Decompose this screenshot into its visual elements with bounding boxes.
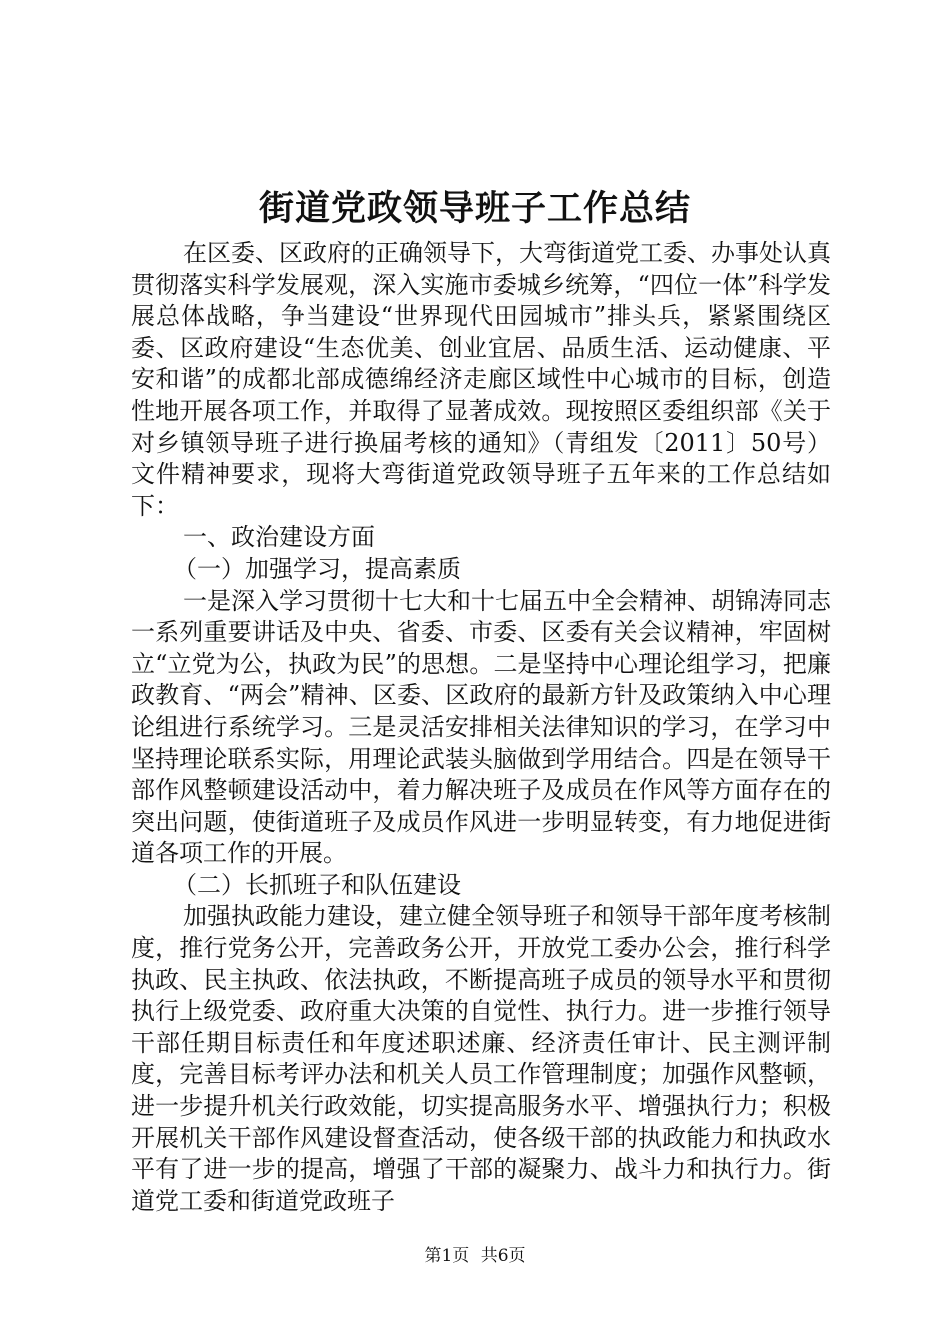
document-title: 街道党政领导班子工作总结 — [258, 188, 691, 229]
page-total: 共6页 — [480, 1246, 526, 1266]
page-footer — [0, 1244, 950, 1268]
subsection-heading-study: （一）加强学习，提高素质 — [173, 554, 461, 583]
section-heading-politics: 一、政治建设方面 — [183, 523, 375, 552]
document-body — [131, 238, 831, 1217]
intro-paragraph: 在区委、区政府的正确领导下，大弯街道党工委、办事处认真贯彻落实科学发展观，深入实施市委城乡统筹，“四位一体”科学发展总体战略，争当建设“世界现代田园城市”排头兵，紧紧围绕区委、区政府建设“生态优美、创业宜居、品质生活、运动健康、平安和谐”的成都北部成德绵经济走廊区域性中心城市的目标，创造性地开展各项工作，并取得了显著成效。现按照区委组织部《关于对乡镇领导班子进行换届考核的通知》（青组发〔2011〕50号）文件精神要求，现将大弯街道党政领导班子五年来的工作总结如下： — [131, 239, 831, 520]
team-paragraph: 加强执政能力建设，建立健全领导班子和领导干部年度考核制度，推行党务公开，完善政务公开，开放党工委办公会，推行科学执政、民主执政、依法执政，不断提高班子成员的领导水平和贯彻执行上级党委、政府重大决策的自觉性、执行力。进一步推行领导干部任期目标责任和年度述职述廉、经济责任审计、民主测评制度，完善目标考评办法和机关人员工作管理制度；加强作风整顿，进一步提升机关行政效能，切实提高服务水平、增强执行力；积极开展机关干部作风建设督查活动，使各级干部的执政能力和执政水平有了进一步的提高，增强了干部的凝聚力、战斗力和执行力。街道党工委和街道党政班子 — [131, 902, 831, 1215]
study-paragraph: 一是深入学习贯彻十七大和十七届五中全会精神、胡锦涛同志一系列重要讲话及中央、省委、市委、区委有关会议精神，牢固树立“立党为公，执政为民”的思想。二是坚持中心理论组学习，把廉政教育、“两会”精神、区委、区政府的最新方针及政策纳入中心理论组进行系统学习。三是灵活安排相关法律知识的学习，在学习中坚持理论联系实际，用理论武装头脑做到学用结合。四是在领导干部作风整顿建设活动中，着力解决班子及成员在作风等方面存在的突出问题，使街道班子及成员作风进一步明显转变，有力地促进街道各项工作的开展。 — [131, 586, 831, 868]
subsection-heading-team: （二）长抓班子和队伍建设 — [173, 870, 461, 899]
page-number: 第1页 — [424, 1246, 470, 1266]
